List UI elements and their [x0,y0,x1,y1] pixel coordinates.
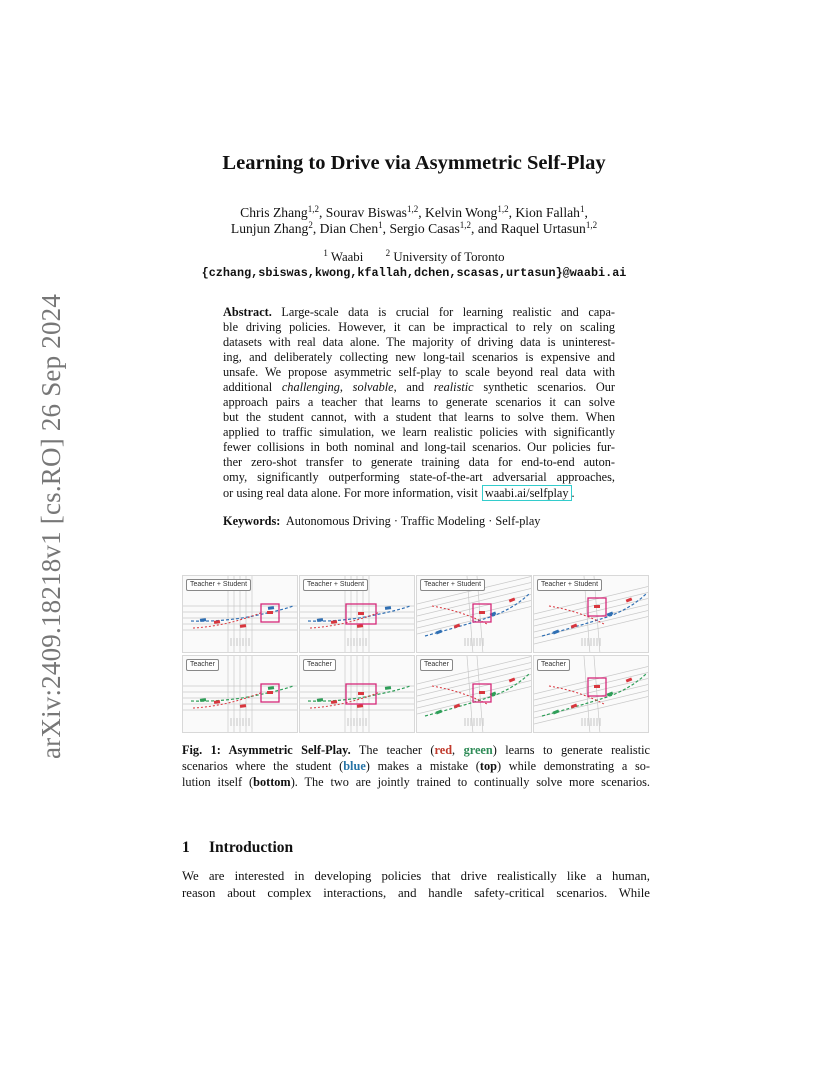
caption-blue: blue [343,759,366,773]
author-emails: {czhang,sbiswas,kwong,kfallah,dchen,scasas,urtasun}@waabi.ai [201,266,627,280]
body-line: We are interested in developing policies that drive realistically like a human, [182,869,650,883]
author-name: Lunjun Zhang [230,221,309,236]
caption-red: red [434,743,453,757]
author-affiliation-mark: 1,2 [307,204,319,214]
caption-text: ). The two are jointly trained to continually solve more scenarios. [290,775,650,789]
figure-panel [416,655,532,733]
author-affiliation-mark: 1,2 [406,204,419,214]
panel-tag: Teacher + Student [303,579,368,591]
affiliation-mark-2: 2 [385,248,391,258]
abstract-line [223,486,615,501]
author-name: Kelvin Wong [425,205,498,220]
caption-label: Fig. 1: Asymmetric Self-Play. [182,743,351,757]
abstract-line: but the student cannot, with a student that learns to solve them. When [223,410,615,424]
author-name: Chris Zhang [240,205,308,220]
author-line-2 [0,221,828,237]
abstract-text: or using real data alone. For more information, visit [223,486,478,500]
caption-text: ) makes a mistake ( [365,759,480,773]
author-affiliation-mark: 1 [579,204,585,214]
panel-tag: Teacher [537,659,570,671]
abstract-line: ble driving policies. However, it can be impractical to rely on scaling [223,320,615,334]
author-separator: , [312,221,320,236]
author-affiliation-mark: 2 [308,220,313,230]
keywords-label: Keywords: [223,514,281,528]
abstract-line: ing, and deliberately collecting new long-tail scenarios is expensive and [223,350,615,364]
arxiv-side-stamp: arXiv:2409.18218v1 [cs.RO] 26 Sep 2024 [36,293,66,759]
abstract-text: . [571,486,575,500]
author-separator: , and [471,221,501,236]
caption-text: lution itself ( [182,775,254,789]
section-number: 1 [182,839,190,856]
author-name: Raquel Urtasun [500,221,586,236]
figure-1 [182,575,650,733]
figure-panel [533,655,649,733]
figure-panel [299,655,415,733]
affiliation-2: University of Toronto [393,250,505,264]
panel-tag: Teacher [420,659,453,671]
panel-tag: Teacher [186,659,219,671]
caption-text: ) while demonstrating a so- [496,759,650,773]
abstract-line: ther zero-shot transfer to generate training data for end-to-end auton- [223,455,615,469]
abstract-text: Large-scale data is crucial for learning realistic and capa- [281,305,616,319]
project-link[interactable]: waabi.ai/selfplay [482,485,572,501]
caption-text: , [452,743,464,757]
author-separator: , [382,221,390,236]
author-name: Sergio Casas [389,221,460,236]
author-name: Kion Fallah [515,205,580,220]
affiliation-mark-1: 1 [323,248,328,258]
abstract-line: fewer collisions in both nominal and long-tail scenarios. Our policies fur- [223,440,615,454]
abstract-emph: challenging [281,380,340,394]
abstract-line: applied to traffic simulation, we learn realistic policies with significantly [223,425,615,439]
abstract-line [223,380,615,395]
caption-green: green [463,743,493,757]
figure-panel [182,575,298,653]
caption-line [182,758,650,774]
keywords-text: Autonomous Driving · Traffic Modeling · Self-play [285,514,541,528]
abstract-text: , and [393,380,434,394]
author-name: Dian Chen [319,221,379,236]
caption-top: top [479,759,497,773]
abstract-emph: solvable [352,380,394,394]
author-separator: , [318,205,326,220]
author-affiliation-mark: 1,2 [459,220,472,230]
caption-bottom: bottom [253,775,291,789]
caption-text: scenarios where the student ( [182,759,344,773]
author-separator: , [584,205,588,220]
abstract-line: omy, significantly outperforming state-of-the-art adversarial approaches, [223,470,615,484]
author-separator: , [508,205,516,220]
body-line: reason about complex interactions, and handle safety-critical scenarios. While [182,886,650,900]
abstract-line: approach pairs a teacher that learns to generate scenarios it can solve [223,395,615,409]
panel-tag: Teacher [303,659,336,671]
author-name: Sourav Biswas [325,205,407,220]
abstract-line: datasets with real data alone. The majority of driving data is uninterest- [223,335,615,349]
abstract-text: , [339,380,353,394]
abstract-text: synthetic scenarios. Our [473,380,615,394]
caption-text: The teacher ( [350,743,435,757]
panel-tag: Teacher + Student [537,579,602,591]
author-affiliation-mark: 1,2 [497,204,509,214]
author-affiliation-mark: 1,2 [585,220,598,230]
abstract-text: additional [223,380,282,394]
paper-title: Learning to Drive via Asymmetric Self-Play [222,152,606,174]
figure-panel [416,575,532,653]
caption-text: ) learns to generate realistic [492,743,650,757]
figure-panel [533,575,649,653]
affiliations [0,250,828,265]
author-separator: , [418,205,426,220]
abstract-emph: realistic [433,380,474,394]
figure-panel [299,575,415,653]
panel-tag: Teacher + Student [186,579,251,591]
author-line-1 [0,205,828,221]
caption-line [182,774,650,790]
affiliation-1: Waabi [330,250,364,264]
keywords [223,514,540,529]
caption-line [182,742,650,758]
abstract-line [223,305,615,320]
abstract-line: unsafe. We propose asymmetric self-play to scale beyond real data with [223,365,615,379]
panel-tag: Teacher + Student [420,579,485,591]
author-affiliation-mark: 1 [378,220,383,230]
section-title: Introduction [209,839,294,856]
abstract-label: Abstract. [223,305,272,319]
figure-panel [182,655,298,733]
